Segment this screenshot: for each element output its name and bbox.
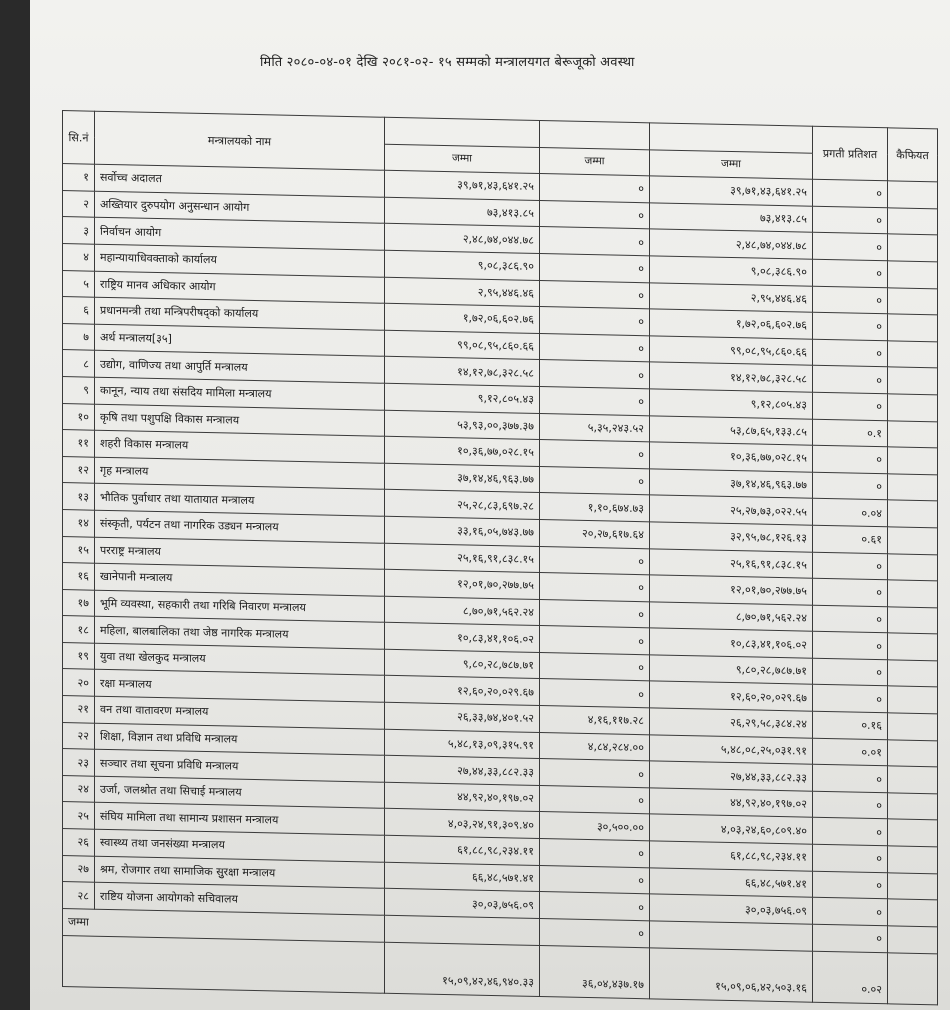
row-total-c: ९९,०८,९५,८६०.६६ xyxy=(650,336,813,366)
row-remarks xyxy=(888,580,938,608)
row-total-b: ० xyxy=(540,253,650,282)
header-blank-a xyxy=(385,117,540,147)
total-remarks xyxy=(888,926,938,954)
row-serial: ७ xyxy=(63,323,95,350)
row-total-b: ० xyxy=(540,652,650,681)
row-remarks xyxy=(888,739,938,767)
row-total-c: ६६,४८,५७१.४१ xyxy=(650,867,813,897)
row-remarks xyxy=(888,420,938,448)
row-ministry-name: राष्टिय योजना आयोगको सचिवालय xyxy=(95,882,385,915)
table-body xyxy=(63,164,938,927)
row-total-a: ३०,०३,७५६.०९ xyxy=(385,888,540,918)
row-serial: २३ xyxy=(63,749,95,776)
row-total-a: ४,०३,२४,९१,३०९.४० xyxy=(385,809,540,839)
row-progress: ० xyxy=(813,259,888,287)
subheader-total-b: जम्मा xyxy=(540,147,650,176)
row-total-c: ४४,९२,४०,१९७.०२ xyxy=(650,788,813,818)
row-ministry-name: स्वास्थ्य तथा जनसंख्या मन्त्रालय xyxy=(95,829,385,862)
row-total-a: २५,२८,८३,६९७.२८ xyxy=(385,490,540,520)
row-total-b: ३०,५००.०० xyxy=(540,812,650,841)
row-ministry-name: युवा तथा खेलकुद मन्त्रालय xyxy=(95,643,385,676)
row-total-c: १२,६०,२०,०२९.६७ xyxy=(650,681,813,711)
row-ministry-name: संस्कृती, पर्यटन तथा नागरिक उड्यन मन्त्रालय xyxy=(95,510,385,543)
row-serial: २५ xyxy=(63,802,95,829)
row-ministry-name: राष्ट्रिय मानव अधिकार आयोग xyxy=(95,271,385,304)
row-ministry-name: सर्वोच्च अदालत xyxy=(95,164,385,197)
row-total-a: १२,६०,२०,०२९.६७ xyxy=(385,676,540,706)
row-serial: २२ xyxy=(63,722,95,749)
row-total-a: ९९,०८,९५,८६०.६६ xyxy=(385,330,540,360)
row-serial: १४ xyxy=(63,509,95,536)
row-total-c: १०,३६,७७,०२८.१५ xyxy=(650,442,813,472)
row-progress: ० xyxy=(813,339,888,367)
row-total-c: ७३,४१३.८५ xyxy=(650,203,813,233)
row-remarks xyxy=(888,660,938,688)
row-serial: १० xyxy=(63,403,95,430)
row-total-c: १२,०१,७०,२७७.७५ xyxy=(650,575,813,605)
row-ministry-name: खानेपानी मन्त्रालय xyxy=(95,563,385,596)
row-ministry-name: शिक्षा, विज्ञान तथा प्रविधि मन्त्रालय xyxy=(95,723,385,756)
row-total-b: ० xyxy=(540,785,650,814)
grand-total-b: ३६,०४,४३७.१७ xyxy=(540,945,650,998)
row-ministry-name: उर्जा, जलश्रोत तथा सिचाई मन्त्रालय xyxy=(95,776,385,809)
header-blank-b xyxy=(540,121,650,150)
header-progress-percent: प्रगती प्रतिशत xyxy=(813,126,888,181)
row-total-c: ३२,९५,७८,१२६.१३ xyxy=(650,522,813,552)
row-total-b: १,१०,६७४.७३ xyxy=(540,493,650,522)
row-progress: ० xyxy=(813,233,888,261)
row-serial: २६ xyxy=(63,829,95,856)
grand-total-remarks xyxy=(888,953,938,1005)
row-remarks xyxy=(888,633,938,661)
row-total-b: ० xyxy=(540,839,650,868)
row-progress: ० xyxy=(813,392,888,420)
row-progress: ० xyxy=(813,472,888,500)
row-progress: ० xyxy=(813,897,888,925)
row-serial: १८ xyxy=(63,616,95,643)
row-total-a: २,४८,७४,०४४.७८ xyxy=(385,224,540,254)
row-total-c: ३९,७१,४३,६४१.२५ xyxy=(650,176,813,206)
row-total-a: १२,०१,७०,२७७.७५ xyxy=(385,569,540,599)
row-ministry-name: भौतिक पुर्वाधार तथा यातायात मन्त्रालय xyxy=(95,483,385,516)
row-ministry-name: अख्तियार दुरुपयोग अनुसन्धान आयोग xyxy=(95,191,385,224)
row-remarks xyxy=(888,606,938,634)
row-total-c: ८,७०,७१,५६२.२४ xyxy=(650,601,813,631)
grand-total-progress: ०.०२ xyxy=(813,951,888,1004)
row-total-b: ० xyxy=(540,280,650,309)
row-ministry-name: संघिय मामिला तथा सामान्य प्रशासन मन्त्रालय xyxy=(95,803,385,836)
row-total-b: ० xyxy=(540,227,650,256)
row-serial: ५ xyxy=(63,270,95,297)
row-remarks xyxy=(888,447,938,475)
row-remarks xyxy=(888,208,938,236)
row-progress: ०.१६ xyxy=(813,711,888,739)
row-total-c: ६१,८८,९८,२३४.११ xyxy=(650,841,813,871)
row-serial: २७ xyxy=(63,855,95,882)
row-total-c: ९,०८,३८६.९० xyxy=(650,256,813,286)
row-remarks xyxy=(888,899,938,927)
row-total-a: ९,०८,३८६.९० xyxy=(385,250,540,280)
row-progress: ०.१ xyxy=(813,419,888,447)
row-total-a: ४४,९२,४०,१९७.०२ xyxy=(385,782,540,812)
row-total-b: ० xyxy=(540,573,650,602)
row-total-b: ४,८४,२८४.०० xyxy=(540,732,650,761)
row-total-b: ० xyxy=(540,174,650,203)
row-progress: ०.०४ xyxy=(813,499,888,527)
row-total-c: २,४८,७४,०४४.७८ xyxy=(650,229,813,259)
subheader-total-a: जम्मा xyxy=(385,144,540,174)
grand-total-label-cell xyxy=(63,935,385,993)
grand-total-c: १५,०९,०६,४२,५०३.१६ xyxy=(650,948,813,1002)
row-progress: ० xyxy=(813,871,888,899)
total-label: जम्मा xyxy=(63,908,385,942)
row-ministry-name: शहरी विकास मन्त्रालय xyxy=(95,430,385,463)
row-remarks xyxy=(888,766,938,794)
row-remarks xyxy=(888,367,938,395)
grand-total-a: १५,०९,४२,४६,९४०.३३ xyxy=(385,942,540,996)
row-ministry-name: महान्यायाधिवक्ताको कार्यालय xyxy=(95,244,385,277)
row-remarks xyxy=(888,819,938,847)
row-ministry-name: प्रधानमन्त्री तथा मन्त्रिपरीषद्को कार्यालय xyxy=(95,297,385,330)
row-total-a: ५,४८,१३,०९,३१५.९१ xyxy=(385,729,540,759)
row-serial: १९ xyxy=(63,642,95,669)
row-progress: ० xyxy=(813,632,888,660)
row-total-b: ४,१६,११७.२८ xyxy=(540,706,650,735)
row-serial: १६ xyxy=(63,563,95,590)
row-remarks xyxy=(888,234,938,262)
row-remarks xyxy=(888,553,938,581)
ministry-arrears-table xyxy=(62,110,938,1005)
row-total-a: २,९५,४४६.४६ xyxy=(385,277,540,307)
row-total-b: ० xyxy=(540,892,650,921)
header-blank-c xyxy=(650,123,813,153)
row-serial: ९ xyxy=(63,376,95,403)
row-remarks xyxy=(888,713,938,741)
row-total-c: २५,२७,७३,०२२.५५ xyxy=(650,495,813,525)
header-remarks: कैफियत xyxy=(888,128,938,182)
row-remarks xyxy=(888,846,938,874)
row-remarks xyxy=(888,341,938,369)
row-remarks xyxy=(888,394,938,422)
row-serial: १५ xyxy=(63,536,95,563)
row-total-c: ९,८०,२८,७८७.७१ xyxy=(650,655,813,685)
row-total-a: १४,१२,७८,३२८.५८ xyxy=(385,357,540,387)
row-remarks xyxy=(888,793,938,821)
row-total-a: ७३,४१३.८५ xyxy=(385,197,540,227)
row-total-b: ० xyxy=(540,200,650,229)
row-ministry-name: गृह मन्त्रालय xyxy=(95,457,385,490)
row-progress: ० xyxy=(813,206,888,234)
row-total-c: ३७,१४,४६,९६३.७७ xyxy=(650,469,813,499)
row-ministry-name: रक्षा मन्त्रालय xyxy=(95,670,385,703)
page-title: मिति २०८०-०४-०१ देखि २०८१-०२- १५ सम्मको मन्त्रालयगत बेरूजूको अवस्था xyxy=(260,55,635,70)
row-serial: ४ xyxy=(63,243,95,270)
row-total-a: २७,४४,३३,८८२.३३ xyxy=(385,756,540,786)
row-serial: २१ xyxy=(63,696,95,723)
row-serial: १ xyxy=(63,164,95,191)
subheader-total-c: जम्मा xyxy=(650,149,813,179)
row-total-a: ८,७०,७१,५६२.२४ xyxy=(385,596,540,626)
row-total-c: २६,२९,५८,३८४.२४ xyxy=(650,708,813,738)
row-remarks xyxy=(888,500,938,528)
row-serial: १३ xyxy=(63,483,95,510)
row-total-a: १०,३६,७७,०२८.१५ xyxy=(385,436,540,466)
row-serial: २४ xyxy=(63,775,95,802)
row-total-c: ९,१२,८०५.४३ xyxy=(650,389,813,419)
row-total-a: ५३,९३,००,३७७.३७ xyxy=(385,410,540,440)
row-total-b: ० xyxy=(540,386,650,415)
row-total-c: ४,०३,२४,६०,८०९.४० xyxy=(650,814,813,844)
row-total-a: ३७,१४,४६,९६३.७७ xyxy=(385,463,540,493)
row-progress: ० xyxy=(813,578,888,606)
row-total-a: ६६,४८,५७१.४१ xyxy=(385,862,540,892)
row-progress: ० xyxy=(813,286,888,314)
row-ministry-name: सञ्चार तथा सूचना प्रविधि मन्त्रालय xyxy=(95,749,385,782)
row-progress: ० xyxy=(813,791,888,819)
row-total-a: १०,८३,४१,१०६.०२ xyxy=(385,623,540,653)
row-total-b: ० xyxy=(540,466,650,495)
row-serial: ३ xyxy=(63,217,95,244)
row-total-b: ० xyxy=(540,440,650,469)
row-total-c: २७,४४,३३,८८२.३३ xyxy=(650,761,813,791)
row-total-a: ६१,८८,९८,२३४.११ xyxy=(385,835,540,865)
row-total-b: ० xyxy=(540,546,650,575)
total-progress: ० xyxy=(813,924,888,953)
row-total-b: ० xyxy=(540,333,650,362)
row-serial: १२ xyxy=(63,456,95,483)
row-total-c: २,९५,४४६.४६ xyxy=(650,282,813,312)
row-progress: ० xyxy=(813,818,888,846)
row-ministry-name: अर्थ मन्त्रालय[३५] xyxy=(95,324,385,357)
row-ministry-name: परराष्ट्र मन्त्रालय xyxy=(95,537,385,570)
row-total-c: ३०,०३,७५६.०९ xyxy=(650,894,813,924)
row-progress: ० xyxy=(813,764,888,792)
row-remarks xyxy=(888,527,938,555)
row-progress: ० xyxy=(813,685,888,713)
row-total-a: ३३,१६,०५,७४३.७७ xyxy=(385,516,540,546)
row-total-c: १,७२,०६,६०२.७६ xyxy=(650,309,813,339)
row-progress: ०.०१ xyxy=(813,738,888,766)
row-ministry-name: वन तथा वातावरण मन्त्रालय xyxy=(95,696,385,729)
row-total-a: २६,३३,७४,४०१.५२ xyxy=(385,702,540,732)
row-total-a: ३९,७१,४३,६४१.२५ xyxy=(385,170,540,200)
row-ministry-name: निर्वाचन आयोग xyxy=(95,218,385,251)
row-progress: ० xyxy=(813,552,888,580)
total-c xyxy=(650,921,813,951)
row-remarks xyxy=(888,181,938,209)
header-serial: सि.नं xyxy=(63,111,95,165)
row-ministry-name: कृषि तथा पशुपक्षि विकास मन्त्रालय xyxy=(95,404,385,437)
row-progress: ० xyxy=(813,844,888,872)
row-remarks xyxy=(888,872,938,900)
row-serial: २८ xyxy=(63,882,95,909)
row-serial: १७ xyxy=(63,589,95,616)
row-total-a: ९,१२,८०५.४३ xyxy=(385,383,540,413)
row-serial: ११ xyxy=(63,430,95,457)
row-serial: ८ xyxy=(63,350,95,377)
row-total-b: ० xyxy=(540,599,650,628)
row-total-b: ० xyxy=(540,759,650,788)
total-b: ० xyxy=(540,918,650,947)
row-progress: ० xyxy=(813,179,888,207)
row-ministry-name: महिला, बालबालिका तथा जेष्ठ नागरिक मन्त्रालय xyxy=(95,616,385,649)
row-progress: ०.६१ xyxy=(813,525,888,553)
row-total-c: २५,१६,९१,८३८.१५ xyxy=(650,548,813,578)
row-ministry-name: श्रम, रोजगार तथा सामाजिक सुुरक्षा मन्त्रालय xyxy=(95,856,385,889)
row-ministry-name: भूमि व्यवस्था, सहकारी तथा गरिबि निवारण मन्त्रालय xyxy=(95,590,385,623)
row-remarks xyxy=(888,287,938,315)
row-serial: २ xyxy=(63,190,95,217)
row-total-a: १,७२,०६,६०२.७६ xyxy=(385,303,540,333)
row-progress: ० xyxy=(813,445,888,473)
row-total-b: ० xyxy=(540,626,650,655)
row-progress: ० xyxy=(813,366,888,394)
row-remarks xyxy=(888,474,938,502)
row-total-c: ५३,८७,६५,१३३.८५ xyxy=(650,415,813,445)
row-progress: ० xyxy=(813,658,888,686)
row-total-a: ९,८०,२८,७८७.७१ xyxy=(385,649,540,679)
row-serial: २० xyxy=(63,669,95,696)
row-total-c: १०,८३,४१,१०६.०२ xyxy=(650,628,813,658)
row-remarks xyxy=(888,314,938,342)
row-remarks xyxy=(888,686,938,714)
row-total-b: ० xyxy=(540,360,650,389)
row-total-b: ० xyxy=(540,307,650,336)
row-ministry-name: उद्योग, वाणिज्य तथा आपुर्ति मन्त्रालय xyxy=(95,351,385,384)
row-total-b: ५,३५,२४३.५२ xyxy=(540,413,650,442)
row-progress: ० xyxy=(813,605,888,633)
header-ministry-name: मन्त्रालयको नाम xyxy=(95,111,385,170)
row-remarks xyxy=(888,261,938,289)
total-a xyxy=(385,915,540,945)
row-total-c: १४,१२,७८,३२८.५८ xyxy=(650,362,813,392)
row-ministry-name: कानून, न्याय तथा संसदिय मामिला मन्त्रालय xyxy=(95,377,385,410)
row-total-c: ५,४८,०८,२५,०३१.९१ xyxy=(650,734,813,764)
row-progress: ० xyxy=(813,312,888,340)
row-total-b: ० xyxy=(540,679,650,708)
row-total-b: २०,२७,६१७.६४ xyxy=(540,519,650,548)
row-total-b: ० xyxy=(540,865,650,894)
row-serial: ६ xyxy=(63,297,95,324)
row-total-a: २५,१६,९१,८३८.१५ xyxy=(385,543,540,573)
